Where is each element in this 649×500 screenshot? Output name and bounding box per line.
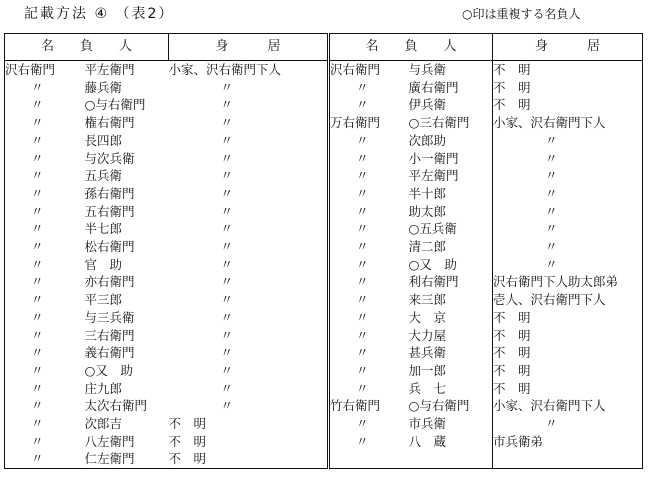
row-left-name: 次郎吉 <box>84 416 123 432</box>
row-right-mikyo: 小家、沢右衛門下人 <box>493 114 643 132</box>
row-left-name: 権右衛門 <box>84 115 135 131</box>
row-right-master: 〃 <box>356 185 369 201</box>
table-row <box>5 150 643 168</box>
row-left-mikyo: 〃 <box>169 397 329 415</box>
row-right-mikyo: 〃 <box>493 415 643 433</box>
legend-note: ○印は重複する名負人 <box>462 7 581 21</box>
row-left-master: 〃 <box>5 415 85 433</box>
row-right-name: ○又 助 <box>408 256 457 272</box>
row-left-name: 五右衛門 <box>84 203 135 219</box>
row-left-name: 藤兵衛 <box>84 79 123 95</box>
row-left-name: 五兵衛 <box>84 168 123 184</box>
row-left-master: 〃 <box>5 220 85 238</box>
header-row <box>5 34 643 61</box>
table-row <box>5 203 643 221</box>
table-row <box>5 256 643 274</box>
row-left-master: 〃 <box>5 273 85 291</box>
row-left-mikyo: 不 明 <box>169 433 329 451</box>
row-right-mikyo: 不 明 <box>493 96 643 114</box>
row-right-master: 〃 <box>356 203 369 219</box>
row-right-name: 助太郎 <box>408 203 447 219</box>
row-right-mikyo: 不 明 <box>493 61 643 79</box>
table-row <box>5 61 643 79</box>
table-title: 記載方法 ④ （表2） <box>24 6 175 22</box>
table-row <box>5 397 643 415</box>
row-left-name: 与次兵衛 <box>84 150 135 166</box>
table-row <box>5 79 643 97</box>
row-right-mikyo <box>493 450 643 468</box>
header-right-nameoi: 名 負 人 <box>329 34 493 61</box>
row-right-name: 兵 七 <box>408 380 447 396</box>
row-left-mikyo: 〃 <box>169 238 329 256</box>
row-left-master: 〃 <box>5 291 85 309</box>
row-right-mikyo: 〃 <box>493 132 643 150</box>
row-left-master: 〃 <box>5 450 85 468</box>
row-right-master: 〃 <box>356 132 369 148</box>
row-right-name: ○与右衛門 <box>408 398 470 414</box>
row-right-name: 与兵衛 <box>408 62 447 77</box>
header-left-mikyo: 身 居 <box>169 34 329 61</box>
row-left-master: 〃 <box>5 96 85 114</box>
row-left-mikyo: 〃 <box>169 309 329 327</box>
table-row <box>5 238 643 256</box>
row-right-mikyo: 小家、沢右衛門下人 <box>493 397 643 415</box>
row-right-mikyo: 不 明 <box>493 327 643 345</box>
row-right-name: 甚兵衛 <box>408 345 447 361</box>
row-right-name: 市兵衛 <box>408 416 447 432</box>
table-row <box>5 185 643 203</box>
row-right-name: 来三郎 <box>408 292 447 308</box>
table-row <box>5 132 643 150</box>
row-left-mikyo: 〃 <box>169 220 329 238</box>
row-right-master: 〃 <box>356 168 369 184</box>
row-right-master: 竹右衛門 <box>330 398 381 414</box>
row-right-master: 〃 <box>356 274 369 290</box>
row-right-name: 廣右衛門 <box>408 79 459 95</box>
row-left-master: 〃 <box>5 238 85 256</box>
row-right-name: 八 蔵 <box>408 433 447 449</box>
row-right-name: 利右衛門 <box>408 274 459 290</box>
row-left-mikyo: 〃 <box>169 273 329 291</box>
row-left-master: 〃 <box>5 397 85 415</box>
row-right-name: 伊兵衛 <box>408 97 447 113</box>
row-left-mikyo: 〃 <box>169 185 329 203</box>
table-row <box>5 344 643 362</box>
row-left-mikyo: 〃 <box>169 132 329 150</box>
header-right-mikyo: 身 居 <box>493 34 643 61</box>
row-right-master: 万右衛門 <box>330 115 381 131</box>
row-left-name: 半七郎 <box>84 221 123 237</box>
row-left-name: 太次右衛門 <box>84 398 148 414</box>
row-left-mikyo: 〃 <box>169 380 329 398</box>
row-right-name <box>409 450 493 468</box>
row-right-mikyo: 〃 <box>493 203 643 221</box>
row-right-master: 〃 <box>356 433 369 449</box>
table-row <box>5 96 643 114</box>
row-right-master: 〃 <box>356 97 369 113</box>
row-right-mikyo: 壱人、沢右衛門下人 <box>493 291 643 309</box>
row-left-mikyo: 〃 <box>169 150 329 168</box>
row-left-name: 与三兵衛 <box>84 309 135 325</box>
table-row <box>5 415 643 433</box>
row-right-mikyo: 〃 <box>493 256 643 274</box>
row-right-name: ○五兵衛 <box>408 221 457 237</box>
row-left-name: 平左衛門 <box>84 62 135 77</box>
row-left-master: 〃 <box>5 132 85 150</box>
row-right-mikyo: 不 明 <box>493 380 643 398</box>
row-left-master: 〃 <box>5 362 85 380</box>
row-right-master: 〃 <box>356 380 369 396</box>
row-left-master: 〃 <box>5 327 85 345</box>
row-left-master: 沢右衛門 <box>5 61 85 79</box>
row-right-name: 小一衛門 <box>408 150 459 166</box>
row-right-mikyo: 市兵衛弟 <box>493 433 643 451</box>
table-row <box>5 362 643 380</box>
row-left-name: 松右衛門 <box>84 239 135 255</box>
row-left-mikyo: 〃 <box>169 114 329 132</box>
row-right-mikyo: 不 明 <box>493 362 643 380</box>
row-left-mikyo: 〃 <box>169 327 329 345</box>
row-left-master: 〃 <box>5 203 85 221</box>
row-left-master: 〃 <box>5 185 85 203</box>
row-left-mikyo: 〃 <box>169 256 329 274</box>
row-right-mikyo: 沢右衛門下人助太郎弟 <box>493 273 643 291</box>
row-right-mikyo: 〃 <box>493 185 643 203</box>
row-right-master: 〃 <box>356 345 369 361</box>
row-left-name: 長四郎 <box>84 132 123 148</box>
table-row <box>5 380 643 398</box>
row-left-mikyo: 〃 <box>169 79 329 97</box>
table-row <box>5 433 643 451</box>
row-right-name: 次郎助 <box>408 132 447 148</box>
row-right-master: 〃 <box>356 292 369 308</box>
row-left-master: 〃 <box>5 79 85 97</box>
row-left-mikyo: 〃 <box>169 291 329 309</box>
row-right-mikyo: 〃 <box>493 150 643 168</box>
header-left-nameoi: 名 負 人 <box>5 34 169 61</box>
row-right-mikyo: 不 明 <box>493 309 643 327</box>
row-left-master: 〃 <box>5 167 85 185</box>
row-right-master: 〃 <box>356 256 369 272</box>
row-left-mikyo: 不 明 <box>169 450 329 468</box>
row-right-mikyo: 〃 <box>493 167 643 185</box>
row-left-name: 庄九郎 <box>84 380 123 396</box>
row-left-master: 〃 <box>5 114 85 132</box>
row-left-name: 仁左衛門 <box>85 450 169 468</box>
row-left-name: 三右衛門 <box>84 327 135 343</box>
table-row <box>5 327 643 345</box>
row-left-master: 〃 <box>5 150 85 168</box>
row-left-name: ○与右衛門 <box>84 97 146 113</box>
table-row <box>5 114 643 132</box>
row-right-name: 加一郎 <box>408 362 447 378</box>
row-right-master <box>329 450 409 468</box>
row-right-mikyo: 〃 <box>493 238 643 256</box>
row-right-master: 沢右衛門 <box>330 62 381 77</box>
row-left-mikyo: 〃 <box>169 203 329 221</box>
row-left-mikyo: 小家、沢右衛門下人 <box>169 61 329 79</box>
row-left-mikyo: 〃 <box>169 344 329 362</box>
row-left-name: 八左衛門 <box>84 433 135 449</box>
row-left-mikyo: 〃 <box>169 96 329 114</box>
row-left-mikyo: 〃 <box>169 362 329 380</box>
row-right-mikyo: 不 明 <box>493 344 643 362</box>
row-right-name: 大力屋 <box>408 327 447 343</box>
row-left-mikyo: 不 明 <box>169 415 329 433</box>
row-right-name: 平左衛門 <box>408 168 459 184</box>
row-right-mikyo: 不 明 <box>493 79 643 97</box>
records-table <box>4 33 643 469</box>
row-right-master: 〃 <box>356 79 369 95</box>
row-right-name: 半十郎 <box>408 185 447 201</box>
row-left-master: 〃 <box>5 344 85 362</box>
row-left-name: 平三郎 <box>84 292 123 308</box>
row-left-name: 義右衛門 <box>84 345 135 361</box>
row-right-master: 〃 <box>356 416 369 432</box>
row-right-name: 清二郎 <box>408 239 447 255</box>
row-right-master: 〃 <box>356 221 369 237</box>
row-right-name: 大 京 <box>408 309 447 325</box>
row-left-master: 〃 <box>5 433 85 451</box>
row-left-name: 孫右衛門 <box>84 185 135 201</box>
row-left-name: 官 助 <box>84 256 123 272</box>
row-right-master: 〃 <box>356 150 369 166</box>
row-left-name: ○又 助 <box>84 362 133 378</box>
row-left-mikyo: 〃 <box>169 167 329 185</box>
table-row <box>5 220 643 238</box>
row-right-master: 〃 <box>356 239 369 255</box>
row-right-mikyo: 〃 <box>493 220 643 238</box>
row-left-master: 〃 <box>5 309 85 327</box>
row-left-name: 亦右衛門 <box>84 274 135 290</box>
table-row <box>5 291 643 309</box>
row-left-master: 〃 <box>5 380 85 398</box>
row-right-master: 〃 <box>356 362 369 378</box>
row-left-master: 〃 <box>5 256 85 274</box>
row-right-master: 〃 <box>356 309 369 325</box>
table-row <box>5 273 643 291</box>
row-right-master: 〃 <box>356 327 369 343</box>
table-row <box>5 450 643 468</box>
table-row <box>5 167 643 185</box>
row-right-name: ○三右衛門 <box>408 115 470 131</box>
table-row <box>5 309 643 327</box>
